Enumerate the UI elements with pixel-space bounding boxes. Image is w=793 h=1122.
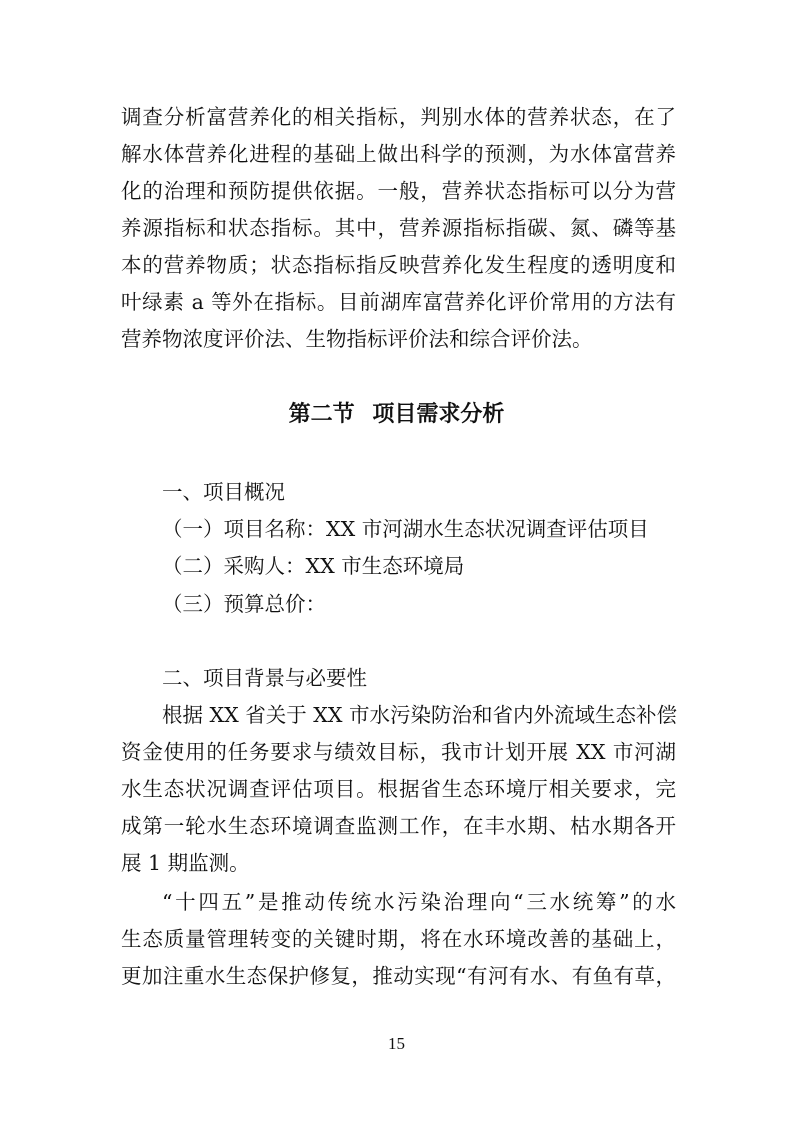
intro-line-1: 调查分析富营养化的相关指标，判别水体的营养状态，在了 — [121, 105, 676, 129]
intro-line-2: 解水体营养化进程的基础上做出科学的预测，为水体富营养 — [121, 142, 676, 166]
intro-line-4: 养源指标和状态指标。其中，营养源指标指碳、氮、磷等基 — [121, 216, 676, 240]
overview-item-budget: （三）预算总价： — [162, 592, 326, 616]
background-para1-line-3: 水生态状况调查评估项目。根据省生态环境厅相关要求，完 — [121, 777, 676, 801]
background-para1-line-4: 成第一轮水生态环境调查监测工作，在丰水期、枯水期各开 — [121, 814, 676, 838]
background-para1-line-2: 资金使用的任务要求与绩效目标，我市计划开展 XX 市河湖 — [121, 740, 676, 764]
overview-item-name: （一）项目名称：XX 市河湖水生态状况调查评估项目 — [162, 517, 649, 541]
overview-heading: 一、项目概况 — [162, 480, 285, 504]
background-para1-line-5: 展 1 期监测。 — [121, 851, 250, 875]
background-heading: 二、项目背景与必要性 — [162, 666, 367, 690]
background-para2-line-1: “十四五”是推动传统水污染治理向“三水统筹”的水 — [162, 890, 676, 914]
intro-line-5: 本的营养物质；状态指标指反映营养化发生程度的透明度和 — [121, 253, 676, 277]
overview-item-purchaser: （二）采购人：XX 市生态环境局 — [162, 554, 465, 578]
background-para2-line-3: 更加注重水生态保护修复，推动实现“有河有水、有鱼有草， — [121, 964, 676, 988]
intro-line-6: 叶绿素 a 等外在指标。目前湖库富营养化评价常用的方法有 — [121, 290, 676, 314]
intro-line-3: 化的治理和预防提供依据。一般，营养状态指标可以分为营 — [121, 179, 676, 203]
section-title: 第二节 项目需求分析 — [288, 402, 505, 427]
background-para1-line-1: 根据 XX 省关于 XX 市水污染防治和省内外流域生态补偿 — [162, 703, 677, 727]
page-number: 15 — [388, 1034, 405, 1053]
intro-line-7: 营养物浓度评价法、生物指标评价法和综合评价法。 — [121, 327, 593, 351]
background-para2-line-2: 生态质量管理转变的关键时期，将在水环境改善的基础上， — [121, 927, 676, 951]
